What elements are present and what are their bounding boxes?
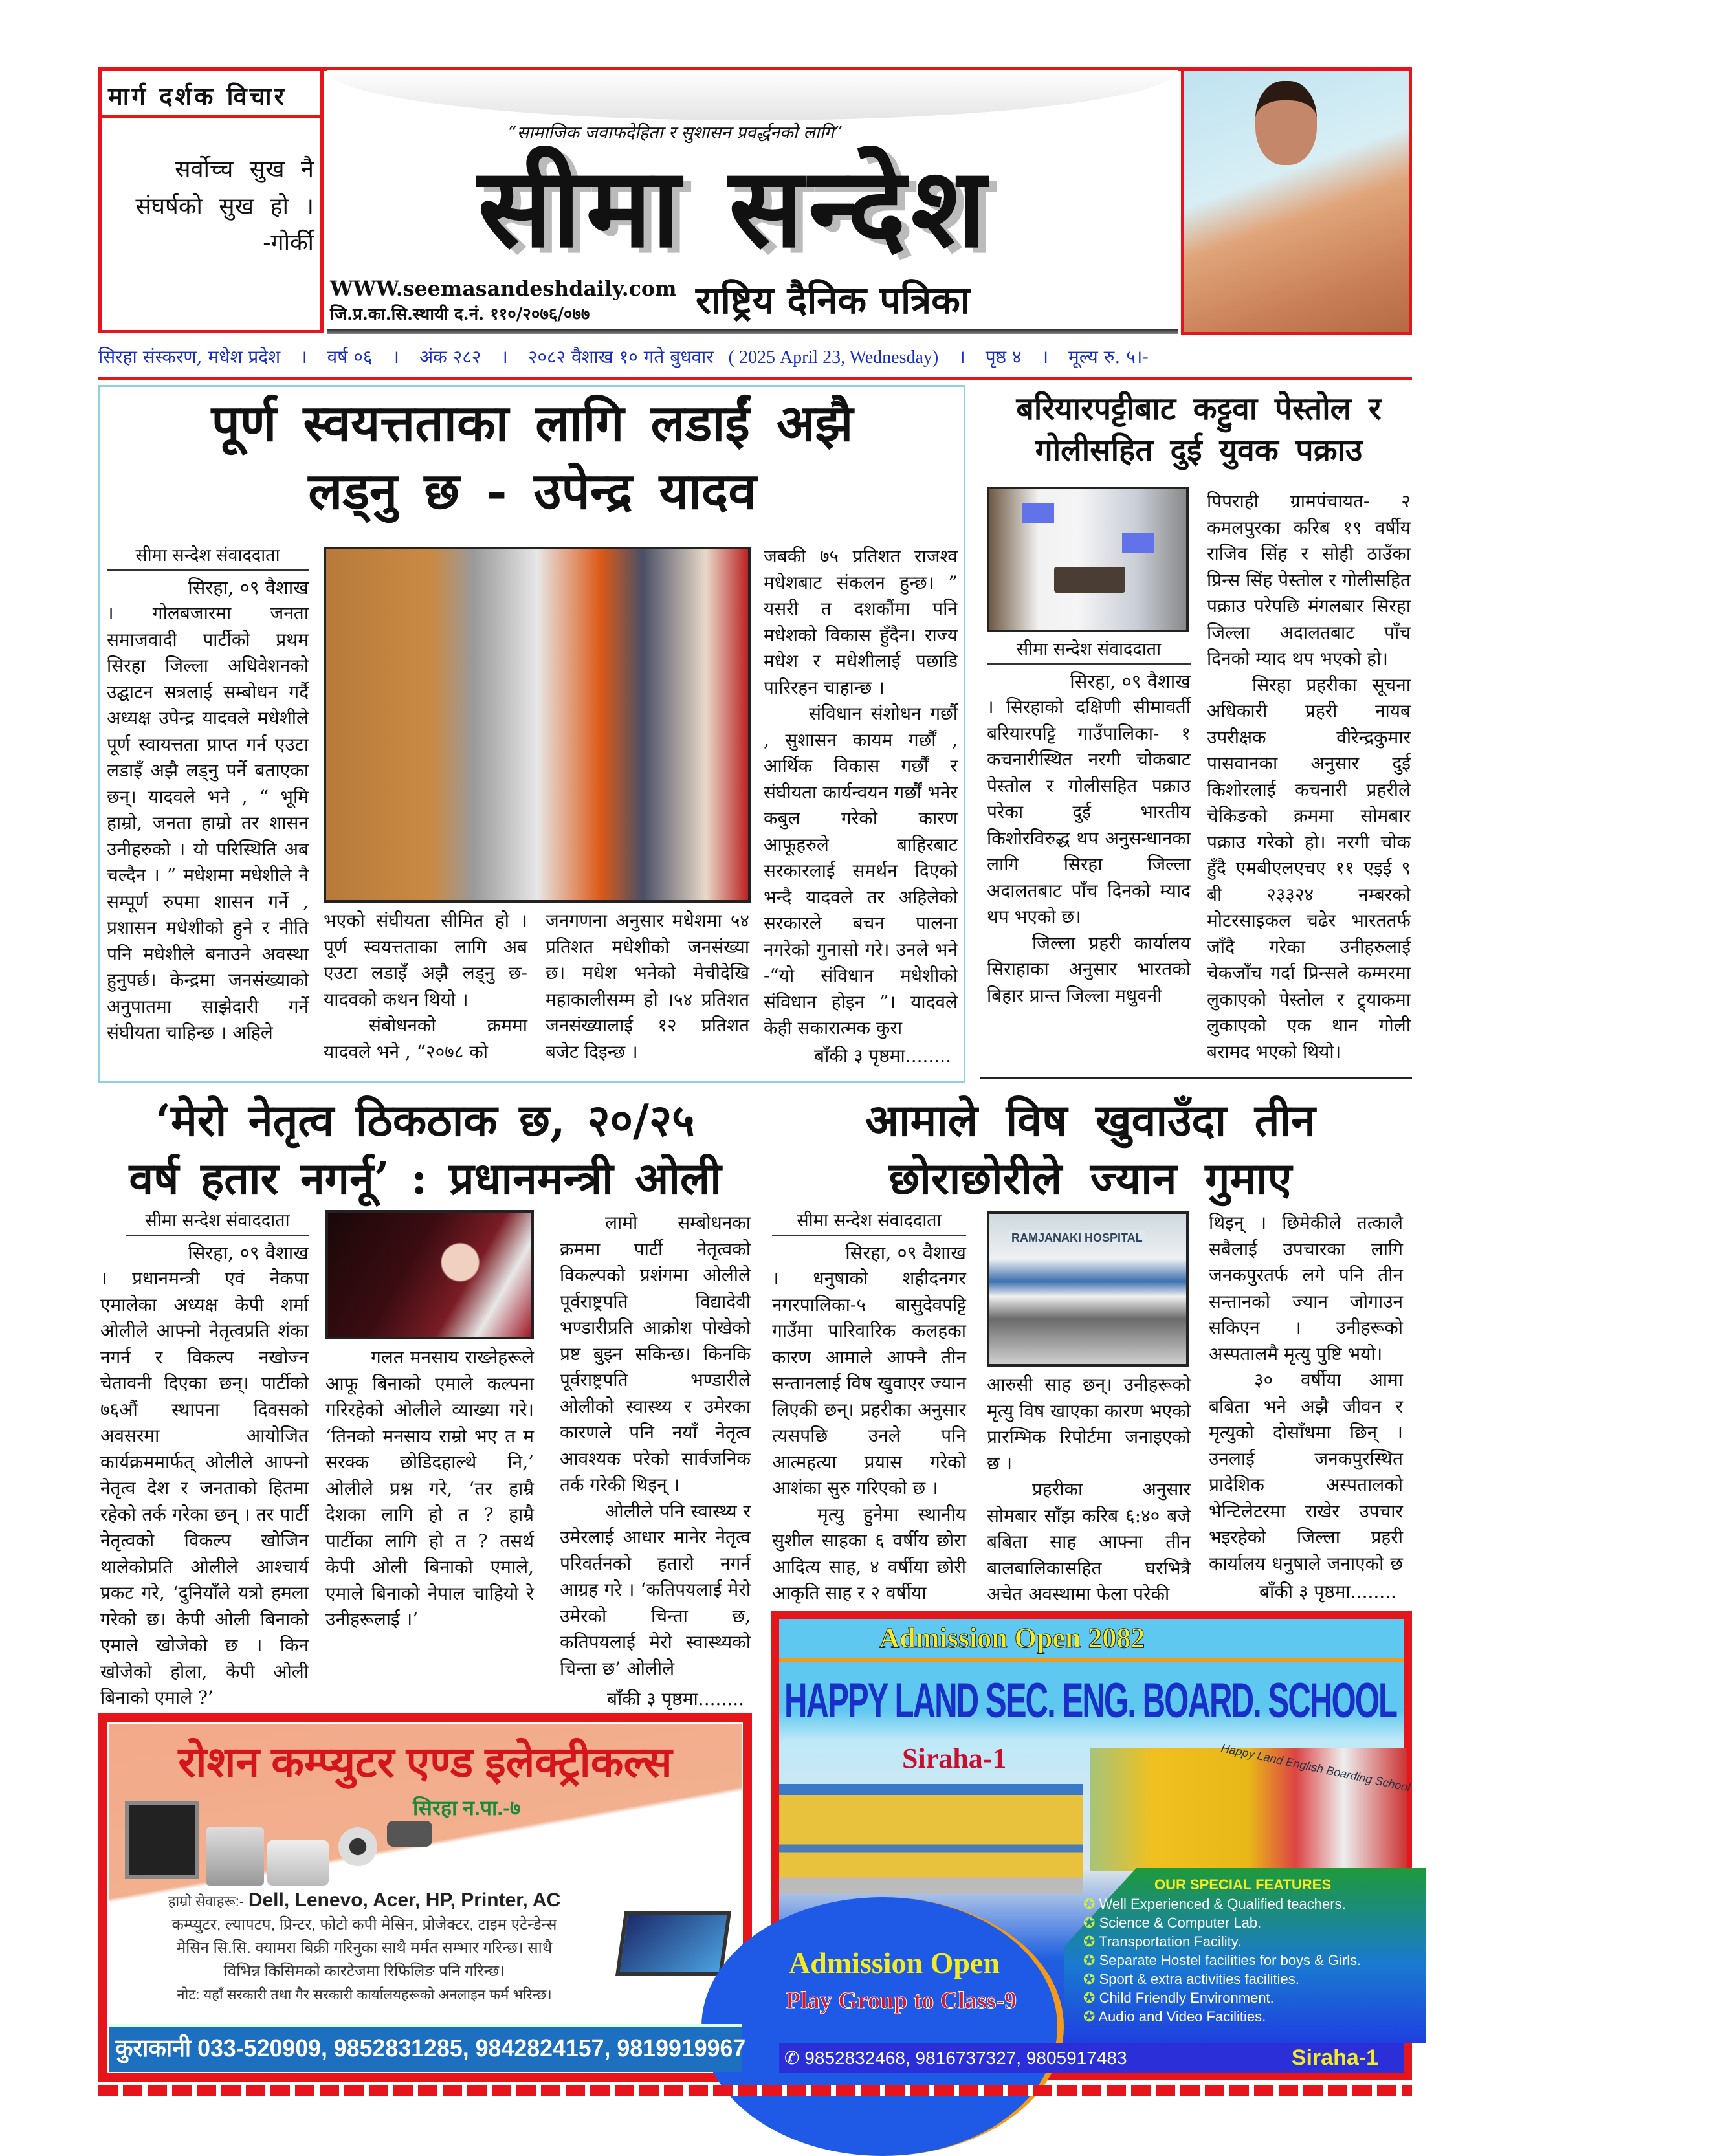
school-location: Siraha-1 <box>902 1743 1007 1774</box>
photo-hospital <box>987 1211 1189 1367</box>
face-blur <box>1122 533 1154 553</box>
phones: 9852832468, 9816737327, 9805917483 <box>804 2047 1127 2068</box>
article1-col-1 <box>107 544 309 1068</box>
paragraph: । गोलबजारमा जनता समाजवादी पार्टीको प्रथम सिरहा जिल्ला अधिवेशनको उद्घाटन सत्रलाई सम्बोधन गर्दै अध्यक्ष उपेन्द्र यादवले मधेशीले पूर्ण स्वायत्तता प्राप्त गर्न एउटा लडाइँ अझै लड्नु पर्ने बताएका छन्। यादवले भने , “ भूमि हाम्रो, जनता हाम्रो तर शासन उनीहरुको । यो परिस्थिति अब चल्दैन । ” मधेशमा मधेशीले नै सम्पूर्ण रुपमा शासन गर्ने , प्रशासन मधेशीको हुने र नीति पनि मधेशीले बनाउने अवस्था हुनुपर्छ। केन्द्रमा जनसंख्याको अनुपातमा साझेदारी गर्ने संघीयता चाहिन्छ । अहिले <box>107 602 309 1043</box>
headline-line-1-wrap <box>107 391 958 456</box>
article1-col-3 <box>546 908 749 1070</box>
feature-item <box>1083 1951 1361 1970</box>
dome-camera-image <box>338 1827 377 1866</box>
date-english: ( 2025 April 23, Wednesday) <box>728 347 939 368</box>
paragraph: । सिरहाको दक्षिणी सीमावर्ती बरियारपट्टि गाउँपालिका- १ कचनारीस्थित नरगी चोकबाट पेस्तोल र गोलीसहित पक्राउ परेका दुई भारतीय किशोरविरुद्ध थप अनुसन्धानका लागि सिरहा जिल्ला अदालतबाट पाँच दिनको म्याद थप भएको छ। <box>987 696 1191 927</box>
byline: सीमा सन्देश संवाददाता <box>987 637 1191 665</box>
admission-circle <box>701 1897 1064 2156</box>
continued-link[interactable]: बाँकी ३ पृष्ठमा........ <box>814 1045 951 1066</box>
face-blur <box>1022 503 1054 523</box>
article3-col-3 <box>560 1210 751 1686</box>
website: WWW.seemasandeshdaily.com <box>330 276 677 301</box>
computer-image <box>125 1801 199 1879</box>
paragraph: जबकी ७५ प्रतिशत राजश्व मधेशबाट संकलन हुन्छ। ” यसरी त दशकौंमा पनि मधेशको विकास हुँदैन। राज्य मधेश र मधेशीलाई पछाडि पारिरहन चाहान्छ । <box>764 545 958 698</box>
paragraph: । धनुषाको शहीदनगर नगरपालिका-५ बासुदेवपट्टि गाउँमा पारिवारिक कलहका कारण आमाले आफ्नै तीन सन्तानलाई विष खुवाएर ज्यान लिएकी छन्। प्रहरीका अनुसार त्यसपछि उनले पनि आत्महत्या प्रयास गरेको आशंका सुरु गरिएको छ । <box>772 1268 966 1499</box>
footer-location: Siraha-1 <box>1291 2045 1378 2070</box>
masthead <box>327 70 1178 335</box>
ornament-decoration <box>327 70 1178 120</box>
article3-headline-1-wrap <box>98 1092 752 1149</box>
celebrity-photo <box>1181 68 1412 335</box>
subtitle: राष्ट्रिय दैनिक पत्रिका <box>696 278 970 322</box>
tagline-wrap <box>508 122 1090 146</box>
paragraph: थिइन् । छिमेकीले तत्कालै सबैलाई उपचारका लागि जनकपुरतर्फ लगे पनि तीन सन्तानको ज्यान जोगाउन सकिएन । उनीहरूको अस्पतालमै मृत्यु पुष्टि भयो। <box>1209 1212 1403 1365</box>
projector-image <box>267 1840 329 1886</box>
star-bullet-icon: ✪ <box>1083 1990 1096 2006</box>
bottom-dashed-border <box>98 2085 1412 2096</box>
service-line: मेसिन सि.सि. क्यामरा बिक्री गरिनुका साथै मर्मत सम्भार गरिन्छ। साथै <box>176 1939 553 1957</box>
dateline: सिरहा, ०९ वैशाख <box>845 1242 966 1264</box>
photo-head <box>1255 81 1317 165</box>
article4-headline-1-wrap <box>770 1092 1411 1149</box>
photo-oli <box>325 1210 534 1339</box>
article4-headline-2: छोराछोरीले ज्यान गुमाए <box>888 1153 1292 1205</box>
ad-inner <box>107 1722 746 2073</box>
dateline: सिरहा, ०९ वैशाख <box>1070 670 1191 692</box>
headline-line-1: पूर्ण स्वयत्तताका लागि लडाईं अझै <box>211 394 854 453</box>
admission-year: Admission Open 2082 <box>879 1622 1145 1654</box>
phone-icon: ✆ <box>784 2047 800 2068</box>
feature-item <box>1083 1913 1361 1932</box>
dateline-items <box>98 344 1149 371</box>
dateline: सिरहा, ०९ वैशाख <box>188 577 309 599</box>
paragraph: मृत्यु हुनेमा स्थानीय सुशील साहका ६ वर्षीय छोरा आदित्य साह, ४ वर्षीया छोरी आकृति साह र २ वर्षीया <box>772 1503 966 1603</box>
registration-number: जि.प्र.का.सि.स्थायी द.नं. ११०/२०७६/०७७ <box>330 305 590 324</box>
dateline-bar <box>98 344 1412 370</box>
paragraph: लामो सम्बोधनका क्रममा पार्टी नेतृत्वको विकल्पको प्रशंगमा ओलीले पूर्वराष्ट्रपति विद्यादेवी भण्डारीप्रति आक्रोश पोखेको प्रष्ट बुझ्न सकिन्छ। किनकि पूर्वराष्ट्रपति भण्डारीले ओलीको स्वास्थ्य र उमेरका कारणले पनि नयाँ नेतृत्व आवश्यक परेको सार्वजनिक तर्क गरेकी थिइन् । <box>560 1212 751 1495</box>
paragraph: गलत मनसाय राख्नेहरूले आफू बिनाको एमाले कल्पना गरिरहेको ओलीले व्याख्या गरे। ‘तिनको मनसाय राम्रो भए त म सरक्क छोडिदहाल्थे नि,’ ओलीले प्रश्न गरे, ‘तर हाम्रै देशका लागि हो त ? हाम्रै पार्टीका लागि हो त ? तसर्थ केपी ओली बिनाको एमाले, एमाले बिनाको नेपाल चाहियो रे उनीहरूलाई ।’ <box>325 1347 534 1630</box>
section-divider <box>980 1077 1412 1079</box>
quote-title-box <box>98 68 324 118</box>
school-bus-photo <box>1090 1741 1412 1871</box>
feature-text: Audio and Video Facilities. <box>1098 2008 1266 2025</box>
quote-box-title: मार्ग दर्शक विचार <box>108 82 287 111</box>
feature-text: Science & Computer Lab. <box>1099 1915 1262 1931</box>
footer-bar <box>779 2043 1404 2073</box>
date-nepali: २०८२ वैशाख १० गते बुधवार <box>527 346 714 368</box>
feature-item <box>1083 1895 1361 1913</box>
paragraph: सिरहा प्रहरीका सूचना अधिकारी प्रहरी नायब उपरीक्षक वीरेन्द्रकुमार पासवानका अनुसार दुई किशोरलाई कचनारी प्रहरीले चेकिङको क्रममा सोमबार पक्राउ गरेको हो। नरगी चोक हुँदै एमबीएलएचए ११ एइई ९ बी २३३२४ नम्बरको मोटरसाइकल चढेर भारततर्फ जाँदै गरेका उनीहरुलाई चेकजाँच गर्दा प्रिन्सले कम्मरमा लुकाएको पेस्तोल र ट्र्याकमा लुकाएको एक थान गोली बरामद भएको थियो। <box>1207 674 1411 1062</box>
contact-bar <box>109 2024 746 2072</box>
paragraph: आरुसी साह छन्। उनीहरूको मृत्यु विष खाएका कारण भएको प्रारम्भिक रिपोर्टमा जनाइएको छ । <box>987 1374 1191 1474</box>
admission-open: Admission Open <box>789 1946 1000 1979</box>
tagline: “सामाजिक जवाफदेहिता र सुशासन प्रवर्द्धनको लागि” <box>508 123 843 143</box>
paragraph: संबोधनको क्रममा यादवले भने , “२०७८ को <box>324 1015 527 1062</box>
orange-stripe <box>779 1658 1404 1662</box>
school-name: HAPPY LAND SEC. ENG. BOARD. SCHOOL <box>784 1673 1397 1728</box>
feature-item <box>1083 1932 1361 1951</box>
feature-text: Separate Hostel facilities for boys & Girls. <box>1099 1952 1362 1968</box>
article3-headline-2-wrap <box>98 1150 752 1207</box>
school-name-wrap <box>784 1666 1399 1737</box>
brands: Dell, Lenevo, Acer, HP, Printer, AC <box>248 1889 561 1911</box>
note: नोट: यहाँ सरकारी तथा गैर सरकारी कार्यालयहरूको अनलाइन फर्म भरिन्छ। <box>177 1986 552 2003</box>
star-bullet-icon: ✪ <box>1083 2008 1096 2025</box>
registration-wrap <box>330 303 679 326</box>
article2-col-2 <box>1207 489 1411 1068</box>
separator: । <box>392 346 399 368</box>
article2-col-1 <box>987 637 1191 1068</box>
paragraph: पिपराही ग्रामपंचायत- २ कमलपुरका करिब १९ वर्षीय राजिव सिंह र सोही ठाउँका प्रिन्स सिंह पेस्तोल र गोलीसहित पक्राउ परेपछि मंगलबार सिरहा जिल्ला अदालतबाट पाँच दिनको म्याद थप भएको हो। <box>1207 490 1411 669</box>
paragraph: जनगणना अनुसार मधेशमा ५४ प्रतिशत मधेशीको जनसंख्या छ। मधेश भनेको मेचीदेखि महाकालीसम्म हो ।५४ प्रतिशत जनसंख्यालाई १२ प्रतिशत बजेट दिइन्छ । <box>546 910 749 1062</box>
paragraph: जिल्ला प्रहरी कार्यालय सिराहाका अनुसार भारतको बिहार प्रान्त जिल्ला मधुवनी <box>987 932 1191 1006</box>
article4-col-2 <box>987 1372 1191 1605</box>
byline: सीमा सन्देश संवाददाता <box>107 544 309 571</box>
service-line: विभिन्न किसिमको कारटेजमा रिफिलिङ पनि गरिन्छ। <box>223 1963 505 1980</box>
quote-box <box>98 115 324 333</box>
ad-computer-shop[interactable] <box>98 1713 752 2082</box>
continued-link[interactable]: बाँकी ३ पृष्ठमा........ <box>1209 1579 1403 1605</box>
article1-col-4 <box>764 544 958 1042</box>
laptop-image <box>615 1911 731 1976</box>
article3-headline-2: वर्ष हतार नगर्नू’ : प्रधानमन्त्री ओली <box>129 1153 722 1205</box>
article3-col-2 <box>325 1345 534 1713</box>
dateline: सिरहा, ०९ वैशाख <box>188 1242 309 1264</box>
features-list <box>1083 1895 1361 2026</box>
feature-item <box>1083 2007 1361 2026</box>
article4-col-1 <box>772 1209 966 1603</box>
star-bullet-icon: ✪ <box>1083 1915 1096 1931</box>
article3-headline-1: ‘मेरो नेतृत्व ठिकठाक छ, २०/२५ <box>155 1095 695 1147</box>
separator: । <box>958 346 965 368</box>
article1-col-2 <box>324 908 527 1070</box>
headline-line-2-wrap <box>107 459 958 524</box>
feature-item <box>1083 1988 1361 2007</box>
hospital-sign: RAMJANAKI HOSPITAL <box>1009 1230 1145 1246</box>
year: वर्ष ०६ <box>327 346 373 368</box>
byline: सीमा सन्देश संवाददाता <box>772 1209 966 1236</box>
feature-text: Well Experienced & Qualified teachers. <box>1099 1896 1346 1912</box>
printer-image <box>206 1827 264 1886</box>
continued-link[interactable]: बाँकी ३ पृष्ठमा........ <box>607 1688 744 1710</box>
feature-item <box>1083 1970 1361 1988</box>
paragraph: प्रहरीका अनुसार सोमबार साँझ करिब ६:४० बजे बबिता साह आफ्ना तीन बालबालिकासहित घरभित्रै अचेत अवस्थामा फेला परेकी <box>987 1479 1191 1605</box>
feature-text: Child Friendly Environment. <box>1099 1990 1274 2006</box>
photo-yadav-speech <box>324 547 751 903</box>
price: मूल्य रु. ५।- <box>1068 346 1149 368</box>
ad-school[interactable] <box>771 1611 1412 2080</box>
newspaper-title: सीमा सन्देश <box>478 143 991 272</box>
cctv-camera-image <box>387 1821 432 1847</box>
paragraph: ओलीले पनि स्वास्थ्य र उमेरलाई आधार मानेर नेतृत्व परिवर्तनको हतारो नगर्न आग्रह गरे । ‘कतिपयलाई मेरो उमेरको चिन्ता छ, कतिपयलाई मेरो स्वास्थ्यको चिन्ता छ’ ओलीले <box>560 1500 751 1679</box>
ad-location: सिरहा न.पा.-७ <box>413 1796 521 1820</box>
masthead-underline <box>327 329 1178 334</box>
ad-inner <box>779 1619 1412 2073</box>
ad-title-wrap <box>115 1733 735 1792</box>
ad-services <box>115 1889 613 2007</box>
edition: सिरहा संस्करण, मधेश प्रदेश <box>98 346 281 368</box>
separator: । <box>501 346 508 368</box>
service-line: कम्प्युटर, ल्यापटप, प्रिन्टर, फोटो कपी मेसिन, प्रोजेक्टर, टाइम एटेन्डेन्स <box>171 1916 557 1933</box>
article4-headline-2-wrap <box>770 1150 1411 1207</box>
star-bullet-icon: ✪ <box>1083 1933 1096 1950</box>
paragraph: ३० वर्षीया आमा बबिता भने अझै जीवन र मृत्युको दोसाँधमा छिन् । उनलाई जनकपुरस्थित प्रादेशिक अस्पतालको भेन्टिलेटरमा राखेर उपचार भइरहेको जिल्ला प्रहरी कार्यालय धनुषाले जनाएको छ <box>1209 1369 1403 1574</box>
subtitle-wrap <box>696 276 1168 326</box>
headline-line-2: लड्नु छ - उपेन्द्र यादव <box>308 462 756 521</box>
school-building-photo <box>779 1784 1083 1894</box>
photo-arrested-youths <box>987 487 1189 632</box>
byline: सीमा सन्देश संवाददाता <box>126 1209 309 1236</box>
title-wrap <box>340 143 1129 272</box>
quote-author: -गोर्की <box>263 230 314 256</box>
article3-col-1 <box>100 1209 309 1713</box>
paragraph: संविधान संशोधन गर्छौ , सुशासन कायम गर्छौं , आर्थिक विकास गर्छौं र संघीयता कार्यन्वयन गर्छौं भनेर कबुल गरेको कारण आफूहरुले बाहिरबाट सरकारलाई समर्थन दिएको भन्दै यादवले तर अहिलेको सरकारले बचन पालना नगरेको गुनासो गरे। उनले भने -“यो संविधान मधेशीको संविधान होइन ”। यादवले केही सकारात्मक कुरा <box>764 703 958 1039</box>
article4-headline-1: आमाले विष खुवाउँदा तीन <box>865 1095 1316 1147</box>
paragraph: भएको संघीयता सीमित हो । पूर्ण स्वयत्तताका लागि अब एउटा लडाइँ अझै लड्नु छ- यादवको कथन थियो । <box>324 910 527 1010</box>
page-number: पृष्ठ ४ <box>985 346 1022 368</box>
pistol-image <box>1054 567 1125 593</box>
ad-title: रोशन कम्प्युटर एण्ड इलेक्ट्रीकल्स <box>178 1738 672 1786</box>
article4-col-3 <box>1209 1210 1403 1577</box>
star-bullet-icon: ✪ <box>1083 1952 1096 1968</box>
feature-text: Transportation Facility. <box>1099 1933 1242 1950</box>
star-bullet-icon: ✪ <box>1083 1896 1096 1912</box>
contact: कुराकानी 033-520909, 9852831285, 9842824157, 9819919967 <box>115 2035 746 2062</box>
paragraph: । प्रधानमन्त्री एवं नेकपा एमालेका अध्यक्ष केपी शर्मा ओलीले आफ्नो नेतृत्वप्रति शंका नगर्न र विकल्प नखोज्न चेतावनी दिएका छन्। पार्टीको ७६औं स्थापना दिवसको अवसरमा आयोजित कार्यक्रममार्फत् ओलीले आफ्नो नेतृत्व देश र जनताको हितमा रहेको तर्क गरेका छन् । तर पार्टी नेतृत्वको विकल्प खोजिन थालेकोप्रति ओलीले आश्चार्य प्रकट गरे, ‘दुनियाँले यत्रो हमला गरेको छ। केपी ओली बिनाको एमाले खोजेको छ । किन खोजेको होला, केपी ओली बिनाको एमाले ?’ <box>100 1268 309 1708</box>
issue: अंक २८२ <box>419 346 481 368</box>
separator: । <box>300 346 307 368</box>
photo-banner: Happy Land English Boarding School <box>1220 1741 1412 1794</box>
separator: । <box>1041 346 1049 368</box>
star-bullet-icon: ✪ <box>1083 1971 1096 1987</box>
quote-text: सर्वोच्च सुख नै संघर्षको सुख हो । <box>135 156 314 220</box>
classes: Play Group to Class-9 <box>786 1987 1017 2014</box>
article2-headline: बरियारपट्टीबाट कट्टुवा पेस्तोल र गोलीसहित दुई युवक पक्राउ <box>1016 391 1382 468</box>
dateline-red-line <box>98 377 1412 380</box>
features-title: OUR SPECIAL FEATURES <box>1154 1876 1331 1893</box>
feature-text: Sport & extra activities facilities. <box>1099 1971 1299 1987</box>
services-label: हाम्रो सेवाहरू:- <box>168 1893 245 1909</box>
website-wrap <box>330 276 679 302</box>
